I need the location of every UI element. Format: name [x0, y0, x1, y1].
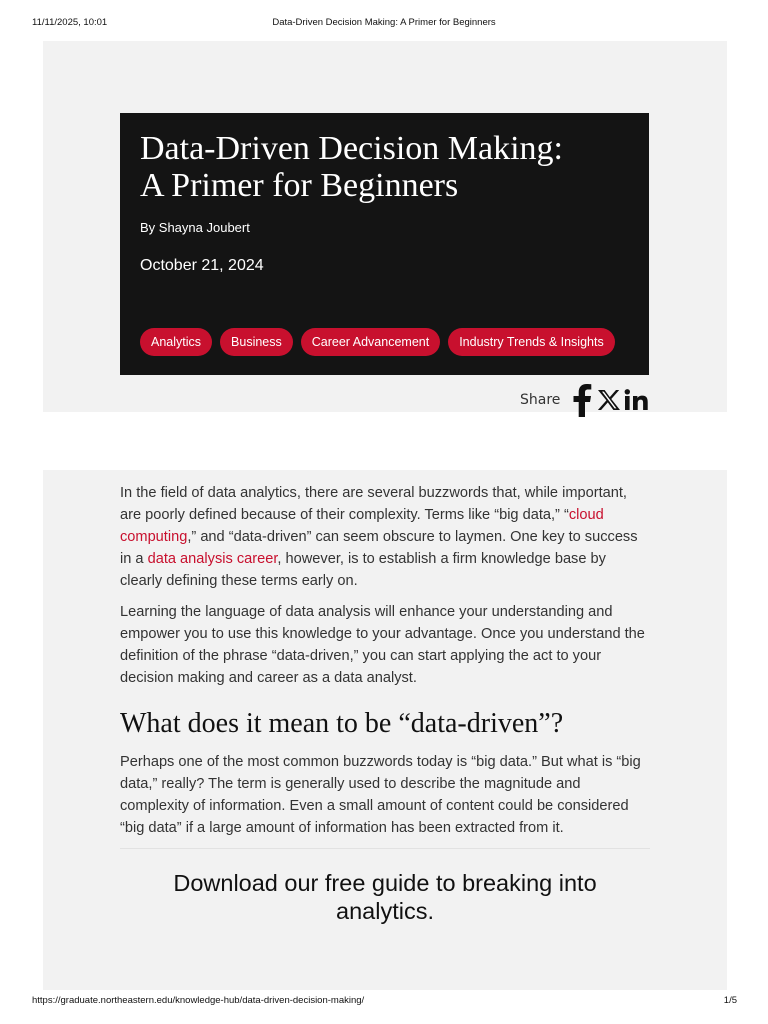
share-row [520, 383, 650, 417]
intro-text-2: ,” and “data-driven” can seem obscure to laymen. One key to success in a [120, 529, 638, 567]
article-body [120, 482, 650, 925]
linkedin-icon[interactable] [624, 383, 650, 417]
title-line-2: A Primer for Beginners [140, 167, 459, 204]
tag-list [140, 328, 615, 356]
section-heading: What does it mean to be “data-driven”? [120, 708, 564, 739]
print-url: https://graduate.northeastern.edu/knowledge-hub/data-driven-decision-making/ [32, 995, 365, 1006]
facebook-icon[interactable] [570, 383, 594, 417]
cloud-computing-link[interactable]: cloud computing [120, 507, 604, 545]
x-icon[interactable] [597, 383, 621, 417]
page-title [140, 130, 640, 204]
download-guide-cta[interactable]: Download our free guide to breaking into analytics. [173, 870, 597, 924]
tag-industry-trends[interactable]: Industry Trends & Insights [448, 328, 615, 356]
title-line-1: Data-Driven Decision Making: [140, 130, 563, 167]
publish-date: October 21, 2024 [140, 257, 264, 274]
hero-banner [120, 113, 649, 375]
paragraph-language: Learning the language of data analysis will enhance your understanding and empower you to use this knowledge to your advantage. Once you understand the definition of the phrase “data-driven,” you can start applying the act to your decision making and career as a data analyst. [120, 604, 645, 686]
data-analysis-career-link[interactable]: data analysis career [147, 551, 278, 567]
intro-text-1: In the field of data analytics, there are several buzzwords that, while important, are poorly defined because of their complexity. Terms like “big data,” “ [120, 485, 627, 523]
print-footer [0, 995, 768, 1009]
paragraph-big-data: Perhaps one of the most common buzzwords today is “big data.” But what is “big data,” really? The term is generally used to describe the magnitude and complexity of information. Even a small amount of content could be considered “big data” if a large amount of information has been extracted from it. [120, 754, 641, 836]
print-doc-title: Data-Driven Decision Making: A Primer for Beginners [272, 17, 496, 28]
author-byline: By Shayna Joubert [140, 220, 250, 235]
divider [120, 848, 650, 849]
tag-career-advancement[interactable]: Career Advancement [301, 328, 440, 356]
intro-text-3: , however, is to establish a firm knowledge base by clearly defining these terms early on. [120, 551, 606, 589]
print-datetime: 11/11/2025, 10:01 [32, 17, 108, 28]
print-page-number: 1/5 [723, 995, 737, 1006]
tag-analytics[interactable]: Analytics [140, 328, 212, 356]
share-label: Share [520, 392, 561, 408]
paragraph-intro [120, 482, 650, 592]
print-header [0, 17, 768, 31]
tag-business[interactable]: Business [220, 328, 293, 356]
